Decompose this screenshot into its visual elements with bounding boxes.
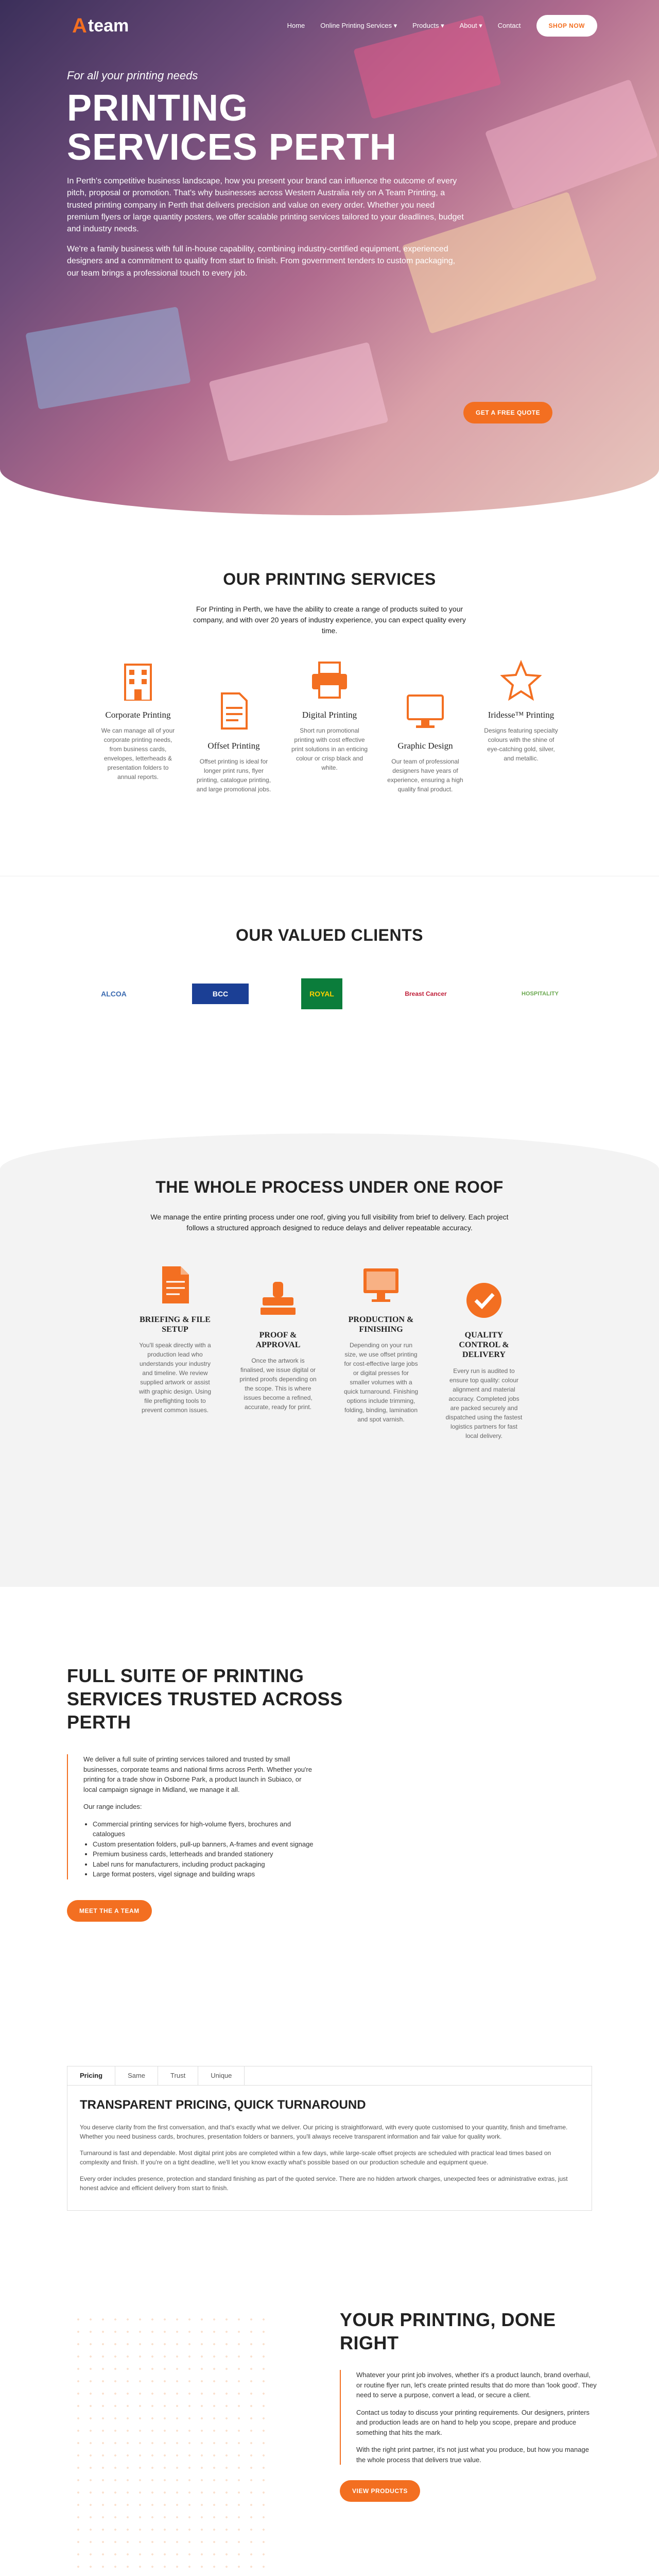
suite-list <box>93 1819 314 1879</box>
printer-icon <box>291 657 368 703</box>
process-step-briefing <box>136 1264 214 1440</box>
service-iridesse[interactable] <box>482 657 560 794</box>
hero-section <box>0 0 659 515</box>
client-logo-breast-cancer: Breast Cancer <box>405 990 447 997</box>
building-icon <box>99 657 177 703</box>
service-digital[interactable] <box>291 657 368 794</box>
process-step-quality <box>445 1280 523 1440</box>
free-quote-button[interactable]: GET A FREE QUOTE <box>463 402 552 423</box>
list-item: • Label runs for manufacturers, including product packaging <box>93 1859 314 1870</box>
pricing-paragraph-3: Every order includes presence, protection and standard finishing as part of the quoted service. There are no hidden artwork charges, unexpected fees or administrative extras, just honest advice and efficient delivery from start to finish. <box>80 2175 568 2192</box>
process-title: THE WHOLE PROCESS UNDER ONE ROOF <box>155 1178 504 1196</box>
pricing-title: TRANSPARENT PRICING, QUICK TURNAROUND <box>80 2097 366 2112</box>
services-list <box>0 657 659 794</box>
pricing-tabbox <box>67 2066 592 2211</box>
process-step-title: PROOF & APPROVAL <box>255 1331 301 1350</box>
services-section <box>0 515 659 876</box>
briefing-document-icon <box>157 1264 193 1306</box>
decorative-dot-grid <box>72 2313 268 2571</box>
service-name: Corporate Printing <box>105 710 171 720</box>
client-logo-alcoa: ALCOA <box>101 989 127 998</box>
clients-section <box>0 876 659 1133</box>
nav-about[interactable]: About ▾ <box>459 22 482 30</box>
nav-contact[interactable]: Contact <box>497 22 521 30</box>
production-monitor-icon <box>360 1264 402 1306</box>
tab-same[interactable]: Same <box>115 2066 158 2085</box>
suite-title: FULL SUITE OF PRINTING SERVICES TRUSTED ACROSS PERTH <box>67 1665 343 1733</box>
process-step-title: BRIEFING & FILE SETUP <box>140 1315 211 1334</box>
list-item: • Commercial printing services for high-volume flyers, brochures and catalogues <box>93 1819 314 1839</box>
check-circle-icon <box>463 1280 505 1321</box>
service-desc: Offset printing is ideal for longer print runs, flyer printing, catalogue printing, and large promotional jobs. <box>196 757 271 793</box>
full-suite-section <box>0 1587 659 2050</box>
process-step-desc: Once the artwork is finalised, we issue digital or printed proofs depending on the scope. This is where issues become a refined, accurate, ready for print. <box>239 1357 317 1411</box>
logo-a-icon: A <box>72 14 87 37</box>
service-graphic-design[interactable] <box>387 688 464 794</box>
done-paragraph-2: Contact us today to discuss your printing requirements. Our designers, printers and production leads are on hand to help you scope, prepare and produce something that hits the mark. <box>356 2408 590 2436</box>
client-logo-hospitality: HOSPITALITY <box>522 990 559 997</box>
pricing-tabs <box>67 2066 592 2086</box>
star-icon <box>482 657 560 703</box>
client-logos <box>0 947 659 1009</box>
hero-paragraph-2: We're a family business with full in-house capability, combining industry-certified equipment, experienced designers and a commitment to quality from start to finish. From government tenders to custom packaging, our team brings a professional touch to every job. <box>67 245 456 278</box>
process-intro: We manage the entire printing process under one roof, giving you full visibility from brief to delivery. Each project follows a structured approach designed to reduce delays and deliver repeatable accuracy. <box>150 1213 509 1232</box>
document-icon <box>195 688 272 734</box>
clients-title: OUR VALUED CLIENTS <box>236 926 423 944</box>
service-offset[interactable] <box>195 688 272 794</box>
done-title: YOUR PRINTING, DONE RIGHT <box>340 2309 556 2353</box>
process-step-desc: You'll speak directly with a production lead who understands your industry and timeline. We review supplied artwork or assist with graphic design. Using file preflighting tools to prevent common issues. <box>138 1342 212 1414</box>
hero-title: PRINTING SERVICES PERTH <box>67 88 397 168</box>
process-section <box>0 1133 659 1587</box>
monitor-icon <box>387 688 464 734</box>
hero-kicker: For all your printing needs <box>67 69 198 82</box>
site-logo[interactable] <box>72 10 129 41</box>
nav-home[interactable]: Home <box>287 22 305 30</box>
done-body <box>340 2370 597 2465</box>
tab-unique[interactable]: Unique <box>198 2066 245 2085</box>
suite-paragraph: We deliver a full suite of printing services tailored and trusted by small businesses, corporate teams and national firms across Perth. Whether you're printing for a trade show in Osborne Park, a product launch in Subiaco, or local campaign signage in Midland, we manage it all. <box>83 1755 312 1793</box>
site-header <box>0 0 659 52</box>
process-step-production <box>342 1264 420 1440</box>
logo-text: team <box>88 15 129 36</box>
hero-paragraph-1: In Perth's competitive business landscape, how you present your brand can influence the outcome of every pitch, proposal or promotion. That's why businesses across Western Australia rely on A Team Printing, a trusted printing company in Perth that delivers precision and value on every order. Whether you need premium flyers or large quantity posters, we offer scalable printing services tailored to your deadlines, budget and industry needs. <box>67 177 464 233</box>
process-step-proof <box>239 1280 317 1440</box>
nav-online-printing[interactable]: Online Printing Services ▾ <box>320 22 397 30</box>
pricing-paragraph-2: Turnaround is fast and dependable. Most digital print jobs are completed within a few days, while large-scale offset projects are scheduled with practical lead times based on complexity and finish. If you're on a tight deadline, we'll let you know exactly what's possible based on our production schedule and equipment queue. <box>80 2149 551 2166</box>
shop-now-button[interactable]: SHOP NOW <box>536 15 597 37</box>
pricing-paragraph-1: You deserve clarity from the first conversation, and that's exactly what we deliver. Our pricing is straightforward, with every quote customised to your quantity, finish and timeframe. Whether you need business cards, brochures, presentation folders or banners, you'll always receive transparent information and fair value for quality work. <box>80 2123 568 2140</box>
services-intro: For Printing in Perth, we have the ability to create a range of products suited to your company, and with over 20 years of industry experience, you can expect quality every time. <box>193 605 466 635</box>
service-name: Graphic Design <box>397 741 453 751</box>
tab-panel <box>67 2086 592 2210</box>
suite-list-intro: Our range includes: <box>83 1803 142 1810</box>
service-desc: We can manage all of your corporate printing needs, from business cards, envelopes, letterheads & presentation folders to annual reports. <box>101 726 175 781</box>
done-right-section <box>0 2267 659 2576</box>
service-name: Offset Printing <box>207 741 260 751</box>
process-steps <box>0 1264 659 1440</box>
process-step-title: PRODUCTION & FINISHING <box>348 1315 414 1334</box>
list-item: • Large format posters, vigel signage and building wraps <box>93 1869 314 1879</box>
service-name: Digital Printing <box>302 710 357 720</box>
tab-trust[interactable]: Trust <box>158 2066 198 2085</box>
done-paragraph-1: Whatever your print job involves, whether it's a product launch, brand overhaul, or routine flyer run, let's create printed results that do more than 'look good'. They need to serve a purpose, convert a lead, or secure a client. <box>356 2371 597 2399</box>
process-step-desc: Depending on your run size, we use offset printing for cost-effective large jobs or digital presses for smaller volumes with a quick turnaround. Finishing options include trimming, folding, binding, lamination and spot varnish. <box>343 1342 419 1423</box>
service-desc: Short run promotional printing with cost effective print solutions in an enticing colour or crisp black and white. <box>291 726 368 771</box>
service-desc: Our team of professional designers have years of experience, ensuring a high quality final product. <box>387 757 463 793</box>
suite-body <box>67 1754 314 1879</box>
process-step-desc: Every run is audited to ensure top quality: colour alignment and material accuracy. Completed jobs are packed securely and dispatched using the fastest logistics partners for fast local delivery. <box>445 1367 523 1439</box>
view-products-button[interactable]: VIEW PRODUCTS <box>340 2480 420 2502</box>
process-step-title: QUALITY CONTROL & DELIVERY <box>459 1331 509 1360</box>
service-name: Iridesse™ Printing <box>488 710 554 720</box>
nav-products[interactable]: Products ▾ <box>412 22 444 30</box>
client-logo-bcc: BCC <box>192 984 249 1004</box>
proof-stamp-icon <box>257 1280 299 1321</box>
done-paragraph-3: With the right print partner, it's not just what you produce, but how you manage the whole process that delivers true value. <box>356 2446 589 2464</box>
services-title: OUR PRINTING SERVICES <box>223 570 436 588</box>
pricing-section <box>0 2050 659 2267</box>
list-item: • Premium business cards, letterheads and branded stationery <box>93 1849 314 1859</box>
hero-content <box>67 67 479 279</box>
main-nav <box>287 15 597 37</box>
tab-pricing[interactable]: Pricing <box>67 2066 115 2085</box>
service-corporate[interactable] <box>99 657 177 794</box>
service-desc: Designs featuring specialty colours with the shine of eye-catching gold, silver, and metallic. <box>484 726 558 762</box>
list-item: • Custom presentation folders, pull-up banners, A-frames and event signage <box>93 1839 314 1850</box>
client-logo-royal: ROYAL <box>301 978 342 1009</box>
meet-the-team-button[interactable]: MEET THE A TEAM <box>67 1900 152 1922</box>
